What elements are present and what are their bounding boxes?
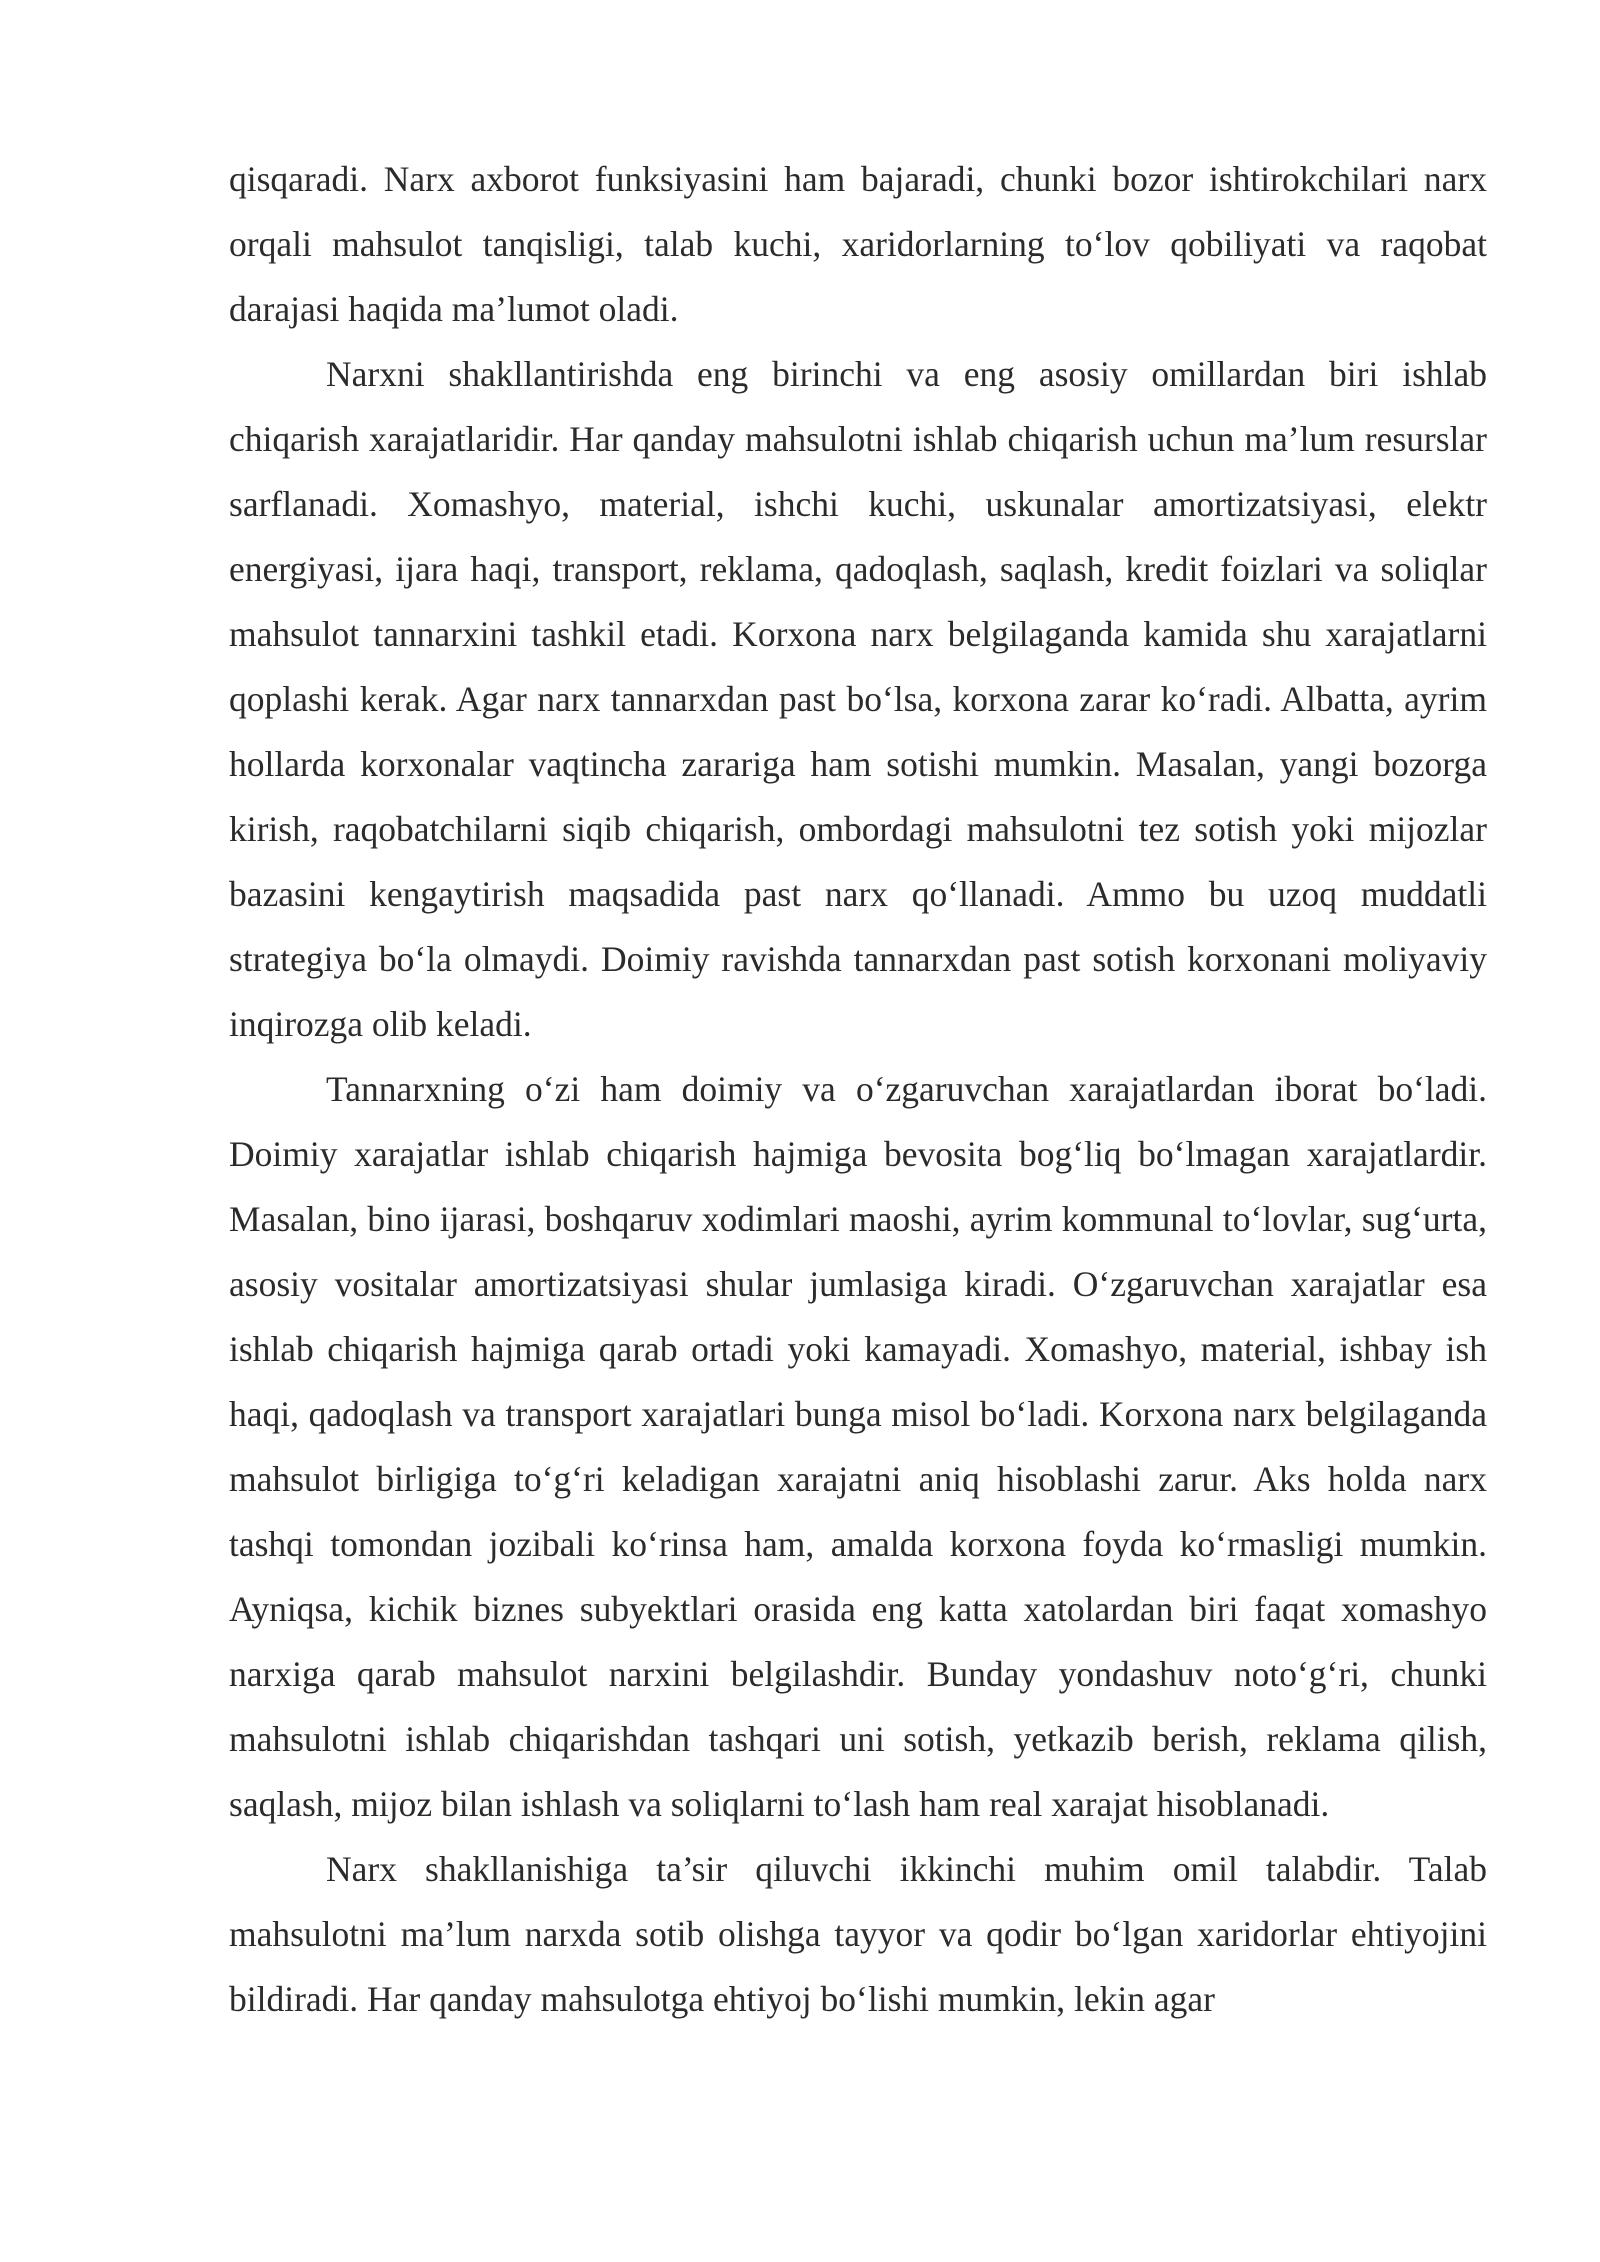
paragraph-fixed-variable-costs: Tannarxning o‘zi ham doimiy va o‘zgaruvchan xarajatlardan iborat bo‘ladi. Doimiy xarajatlar ishlab chiqarish hajmiga bevosita bog‘liq bo‘lmagan xarajatlardir. Masalan, bino ijarasi, boshqaruv xodimlari maoshi, ayrim kommunal to‘lovlar, sug‘urta, asosiy vositalar amortizatsiyasi shular jumlasiga kiradi. O‘zgaruvchan xarajatlar esa ishlab chiqarish hajmiga qarab ortadi yoki kamayadi. Xomashyo, material, ishbay ish haqi, qadoqlash va transport xarajatlari bunga misol bo‘ladi. Korxona narx belgilaganda mahsulot birligiga to‘g‘ri keladigan xarajatni aniq hisoblashi zarur. Aks holda narx tashqi tomondan jozibali ko‘rinsa ham, amalda korxona foyda ko‘rmasligi mumkin. Ayniqsa, kichik biznes subyektlari orasida eng katta xatolardan biri faqat xomashyo narxiga qarab mahsulot narxini belgilashdir. Bunday yondashuv noto‘g‘ri, chunki mahsulotni ishlab chiqarishdan tashqari uni sotish, yetkazib berish, reklama qilish, saqlash, mijoz bilan ishlash va soliqlarni to‘lash ham real xarajat hisoblanadi. [229, 1069, 1487, 1824]
paragraph-production-costs: Narxni shakllantirishda eng birinchi va eng asosiy omillardan biri ishlab chiqarish xarajatlaridir. Har qanday mahsulotni ishlab chiqarish uchun ma’lum resurslar sarflanadi. Xomashyo, material, ishchi kuchi, uskunalar amortizatsiyasi, elektr energiyasi, ijara haqi, transport, reklama, qadoqlash, saqlash, kredit foizlari va soliqlar mahsulot tannarxini tashkil etadi. Korxona narx belgilaganda kamida shu xarajatlarni qoplashi kerak. Agar narx tannarxdan past bo‘lsa, korxona zarar ko‘radi. Albatta, ayrim hollarda korxonalar vaqtincha zarariga ham sotishi mumkin. Masalan, yangi bozorga kirish, raqobatchilarni siqib chiqarish, ombordagi mahsulotni tez sotish yoki mijozlar bazasini kengaytirish maqsadida past narx qo‘llanadi. Ammo bu uzoq muddatli strategiya bo‘la olmaydi. Doimiy ravishda tannarxdan past sotish korxonani moliyaviy inqirozga olib keladi. [229, 354, 1487, 1044]
paragraph-continuation: qisqaradi. Narx axborot funksiyasini ham bajaradi, chunki bozor ishtirokchilari narx orqali mahsulot tanqisligi, talab kuchi, xaridorlarning to‘lov qobiliyati va raqobat darajasi haqida ma’lumot oladi. [229, 159, 1487, 329]
document-body [229, 147, 1487, 2032]
paragraph-demand: Narx shakllanishiga ta’sir qiluvchi ikkinchi muhim omil talabdir. Talab mahsulotni ma’lum narxda sotib olishga tayyor va qodir bo‘lgan xaridorlar ehtiyojini bildiradi. Har qanday mahsulotga ehtiyoj bo‘lishi mumkin, lekin agar [229, 1849, 1487, 2019]
